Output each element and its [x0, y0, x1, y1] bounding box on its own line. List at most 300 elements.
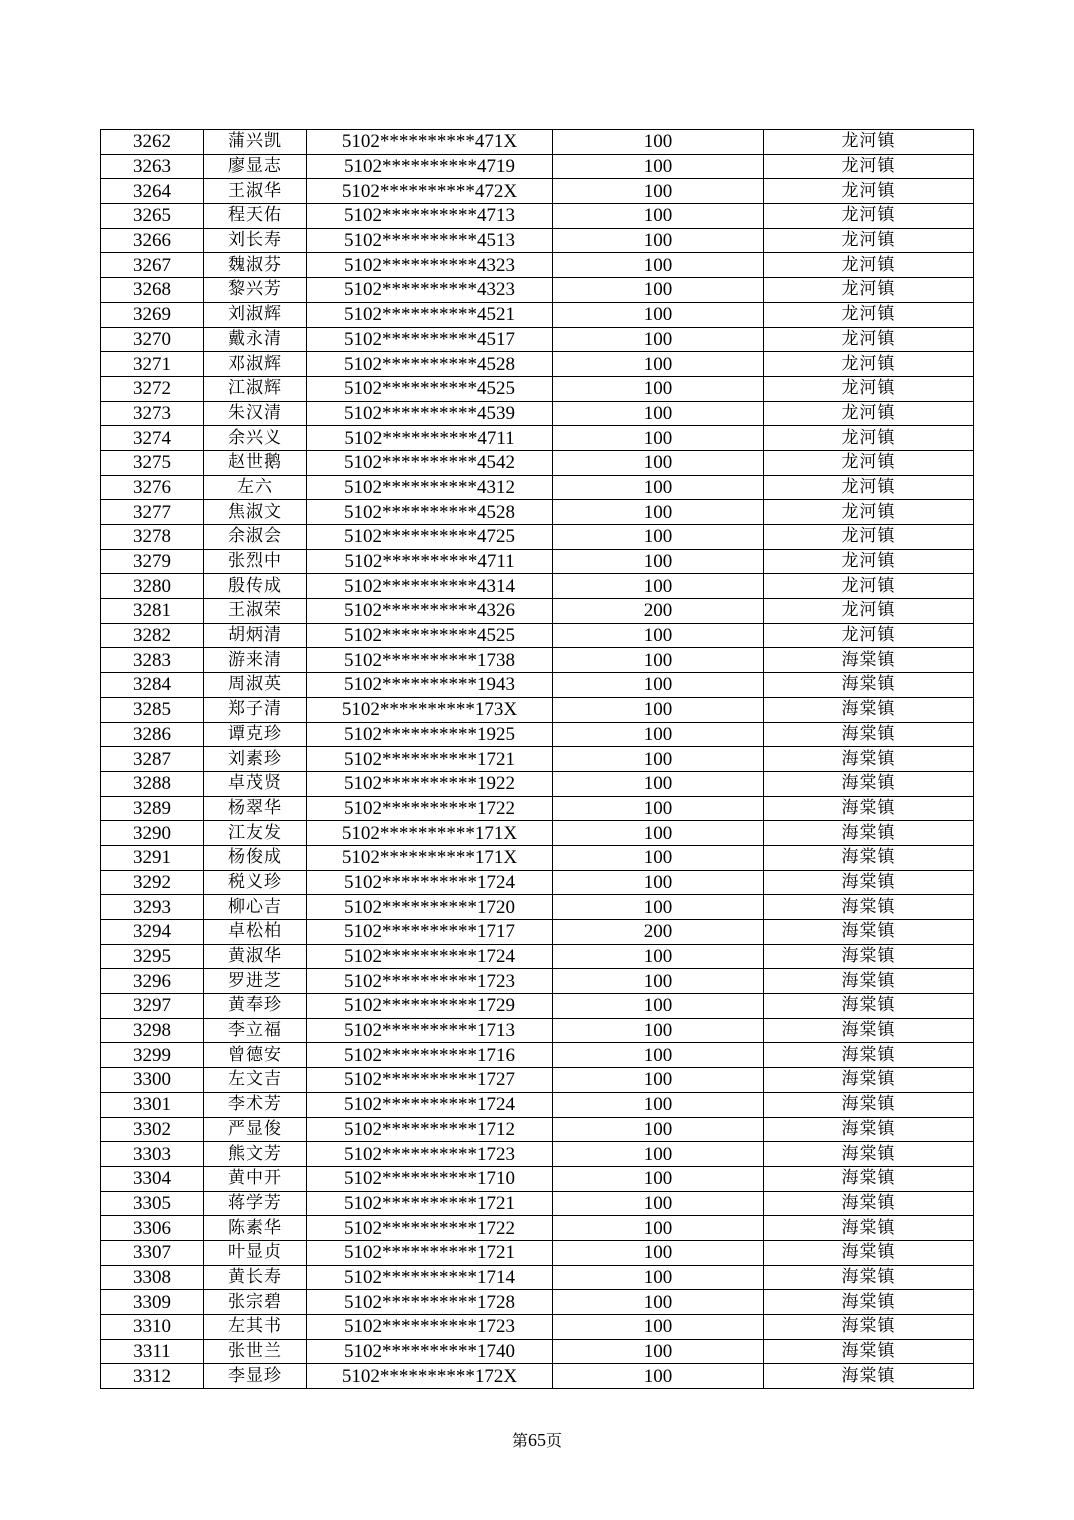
amount-cell: 100 — [553, 426, 764, 451]
town-cell: 龙河镇 — [764, 500, 974, 525]
id-number-cell: 5102**********1710 — [307, 1166, 553, 1191]
town-cell: 海棠镇 — [764, 944, 974, 969]
name-cell: 李立福 — [204, 1018, 307, 1043]
id-number-cell: 5102**********1723 — [307, 1315, 553, 1340]
town-cell: 龙河镇 — [764, 475, 974, 500]
amount-cell: 100 — [553, 1117, 764, 1142]
row-index-cell: 3292 — [101, 870, 204, 895]
amount-cell: 100 — [553, 1265, 764, 1290]
name-cell: 左文吉 — [204, 1068, 307, 1093]
town-cell: 海棠镇 — [764, 920, 974, 945]
amount-cell: 100 — [553, 1240, 764, 1265]
id-number-cell: 5102**********4513 — [307, 228, 553, 253]
id-number-cell: 5102**********1727 — [307, 1068, 553, 1093]
id-number-cell: 5102**********171X — [307, 845, 553, 870]
table-row — [101, 1364, 974, 1389]
row-index-cell: 3282 — [101, 623, 204, 648]
id-number-cell: 5102**********171X — [307, 821, 553, 846]
name-cell: 朱汉清 — [204, 401, 307, 426]
town-cell: 海棠镇 — [764, 870, 974, 895]
id-number-cell: 5102**********4528 — [307, 352, 553, 377]
row-index-cell: 3287 — [101, 747, 204, 772]
amount-cell: 100 — [553, 376, 764, 401]
amount-cell: 100 — [553, 1290, 764, 1315]
row-index-cell: 3300 — [101, 1068, 204, 1093]
table-row — [101, 870, 974, 895]
town-cell: 龙河镇 — [764, 574, 974, 599]
id-number-cell: 5102**********4326 — [307, 599, 553, 624]
row-index-cell: 3296 — [101, 969, 204, 994]
name-cell: 殷传成 — [204, 574, 307, 599]
table-row — [101, 228, 974, 253]
amount-cell: 100 — [553, 697, 764, 722]
town-cell: 龙河镇 — [764, 302, 974, 327]
id-number-cell: 5102**********4312 — [307, 475, 553, 500]
row-index-cell: 3305 — [101, 1191, 204, 1216]
row-index-cell: 3280 — [101, 574, 204, 599]
id-number-cell: 5102**********4521 — [307, 302, 553, 327]
amount-cell: 100 — [553, 500, 764, 525]
row-index-cell: 3297 — [101, 994, 204, 1019]
name-cell: 严显俊 — [204, 1117, 307, 1142]
amount-cell: 100 — [553, 623, 764, 648]
id-number-cell: 5102**********173X — [307, 697, 553, 722]
id-number-cell: 5102**********1721 — [307, 747, 553, 772]
name-cell: 卓松柏 — [204, 920, 307, 945]
name-cell: 刘淑辉 — [204, 302, 307, 327]
id-number-cell: 5102**********1724 — [307, 944, 553, 969]
page-footer — [0, 1428, 1074, 1451]
id-number-cell: 5102**********1922 — [307, 771, 553, 796]
name-cell: 程天佑 — [204, 204, 307, 229]
table-row — [101, 673, 974, 698]
name-cell: 卓茂贤 — [204, 771, 307, 796]
amount-cell: 100 — [553, 1068, 764, 1093]
row-index-cell: 3276 — [101, 475, 204, 500]
row-index-cell: 3267 — [101, 253, 204, 278]
town-cell: 龙河镇 — [764, 204, 974, 229]
recipient-table-body — [101, 130, 974, 1389]
id-number-cell: 5102**********1713 — [307, 1018, 553, 1043]
name-cell: 张宗碧 — [204, 1290, 307, 1315]
table-row — [101, 500, 974, 525]
table-row — [101, 327, 974, 352]
amount-cell: 100 — [553, 969, 764, 994]
amount-cell: 100 — [553, 994, 764, 1019]
table-row — [101, 697, 974, 722]
row-index-cell: 3266 — [101, 228, 204, 253]
town-cell: 龙河镇 — [764, 154, 974, 179]
amount-cell: 100 — [553, 549, 764, 574]
town-cell: 海棠镇 — [764, 845, 974, 870]
town-cell: 海棠镇 — [764, 1339, 974, 1364]
town-cell: 海棠镇 — [764, 1216, 974, 1241]
town-cell: 海棠镇 — [764, 1315, 974, 1340]
name-cell: 柳心吉 — [204, 895, 307, 920]
id-number-cell: 5102**********1738 — [307, 648, 553, 673]
amount-cell: 100 — [553, 1315, 764, 1340]
id-number-cell: 5102**********1722 — [307, 1216, 553, 1241]
name-cell: 陈素华 — [204, 1216, 307, 1241]
name-cell: 江淑辉 — [204, 376, 307, 401]
row-index-cell: 3288 — [101, 771, 204, 796]
table-row — [101, 278, 974, 303]
row-index-cell: 3269 — [101, 302, 204, 327]
town-cell: 海棠镇 — [764, 771, 974, 796]
table-row — [101, 821, 974, 846]
amount-cell: 100 — [553, 525, 764, 550]
name-cell: 曾德安 — [204, 1043, 307, 1068]
town-cell: 龙河镇 — [764, 253, 974, 278]
page-footer-suffix: 页 — [546, 1431, 563, 1450]
amount-cell: 100 — [553, 747, 764, 772]
name-cell: 熊文芳 — [204, 1142, 307, 1167]
town-cell: 海棠镇 — [764, 1364, 974, 1389]
table-row — [101, 1240, 974, 1265]
id-number-cell: 5102**********1721 — [307, 1191, 553, 1216]
table-row — [101, 302, 974, 327]
row-index-cell: 3278 — [101, 525, 204, 550]
town-cell: 海棠镇 — [764, 1117, 974, 1142]
name-cell: 罗进芝 — [204, 969, 307, 994]
name-cell: 江友发 — [204, 821, 307, 846]
row-index-cell: 3298 — [101, 1018, 204, 1043]
id-number-cell: 5102**********471X — [307, 130, 553, 155]
table-row — [101, 895, 974, 920]
row-index-cell: 3311 — [101, 1339, 204, 1364]
town-cell: 海棠镇 — [764, 1142, 974, 1167]
town-cell: 龙河镇 — [764, 426, 974, 451]
amount-cell: 100 — [553, 1191, 764, 1216]
row-index-cell: 3295 — [101, 944, 204, 969]
table-row — [101, 1043, 974, 1068]
amount-cell: 100 — [553, 1142, 764, 1167]
table-row — [101, 1142, 974, 1167]
name-cell: 黎兴芳 — [204, 278, 307, 303]
table-row — [101, 1117, 974, 1142]
row-index-cell: 3275 — [101, 450, 204, 475]
row-index-cell: 3274 — [101, 426, 204, 451]
table-row — [101, 796, 974, 821]
amount-cell: 100 — [553, 130, 764, 155]
amount-cell: 100 — [553, 1166, 764, 1191]
row-index-cell: 3312 — [101, 1364, 204, 1389]
amount-cell: 100 — [553, 895, 764, 920]
town-cell: 龙河镇 — [764, 130, 974, 155]
table-row — [101, 1018, 974, 1043]
row-index-cell: 3285 — [101, 697, 204, 722]
row-index-cell: 3291 — [101, 845, 204, 870]
amount-cell: 100 — [553, 796, 764, 821]
id-number-cell: 5102**********1721 — [307, 1240, 553, 1265]
amount-cell: 100 — [553, 1216, 764, 1241]
amount-cell: 100 — [553, 401, 764, 426]
amount-cell: 100 — [553, 845, 764, 870]
name-cell: 左其书 — [204, 1315, 307, 1340]
name-cell: 黄淑华 — [204, 944, 307, 969]
town-cell: 海棠镇 — [764, 673, 974, 698]
row-index-cell: 3268 — [101, 278, 204, 303]
id-number-cell: 5102**********4525 — [307, 623, 553, 648]
name-cell: 谭克珍 — [204, 722, 307, 747]
name-cell: 余淑会 — [204, 525, 307, 550]
town-cell: 龙河镇 — [764, 623, 974, 648]
town-cell: 龙河镇 — [764, 549, 974, 574]
name-cell: 王淑华 — [204, 179, 307, 204]
town-cell: 龙河镇 — [764, 278, 974, 303]
id-number-cell: 5102**********4711 — [307, 549, 553, 574]
row-index-cell: 3263 — [101, 154, 204, 179]
row-index-cell: 3265 — [101, 204, 204, 229]
name-cell: 周淑英 — [204, 673, 307, 698]
table-row — [101, 401, 974, 426]
town-cell: 龙河镇 — [764, 376, 974, 401]
id-number-cell: 5102**********4323 — [307, 278, 553, 303]
row-index-cell: 3279 — [101, 549, 204, 574]
name-cell: 胡炳清 — [204, 623, 307, 648]
name-cell: 黄中开 — [204, 1166, 307, 1191]
amount-cell: 100 — [553, 821, 764, 846]
table-row — [101, 920, 974, 945]
id-number-cell: 5102**********4719 — [307, 154, 553, 179]
id-number-cell: 5102**********1728 — [307, 1290, 553, 1315]
name-cell: 王淑荣 — [204, 599, 307, 624]
name-cell: 杨俊成 — [204, 845, 307, 870]
amount-cell: 200 — [553, 599, 764, 624]
name-cell: 杨翠华 — [204, 796, 307, 821]
town-cell: 海棠镇 — [764, 994, 974, 1019]
table-row — [101, 969, 974, 994]
amount-cell: 100 — [553, 204, 764, 229]
amount-cell: 100 — [553, 352, 764, 377]
table-row — [101, 944, 974, 969]
name-cell: 张烈中 — [204, 549, 307, 574]
name-cell: 焦淑文 — [204, 500, 307, 525]
table-row — [101, 154, 974, 179]
table-row — [101, 1290, 974, 1315]
row-index-cell: 3303 — [101, 1142, 204, 1167]
id-number-cell: 5102**********4528 — [307, 500, 553, 525]
table-row — [101, 1339, 974, 1364]
amount-cell: 100 — [553, 771, 764, 796]
table-row — [101, 574, 974, 599]
table-row — [101, 1216, 974, 1241]
row-index-cell: 3286 — [101, 722, 204, 747]
page-number: 65 — [528, 1430, 546, 1450]
amount-cell: 100 — [553, 944, 764, 969]
row-index-cell: 3277 — [101, 500, 204, 525]
id-number-cell: 5102**********472X — [307, 179, 553, 204]
table-row — [101, 623, 974, 648]
id-number-cell: 5102**********4725 — [307, 525, 553, 550]
row-index-cell: 3307 — [101, 1240, 204, 1265]
amount-cell: 200 — [553, 920, 764, 945]
row-index-cell: 3284 — [101, 673, 204, 698]
id-number-cell: 5102**********172X — [307, 1364, 553, 1389]
id-number-cell: 5102**********1722 — [307, 796, 553, 821]
table-row — [101, 352, 974, 377]
table-row — [101, 599, 974, 624]
town-cell: 海棠镇 — [764, 1290, 974, 1315]
table-row — [101, 376, 974, 401]
table-row — [101, 450, 974, 475]
town-cell: 龙河镇 — [764, 352, 974, 377]
id-number-cell: 5102**********4517 — [307, 327, 553, 352]
amount-cell: 100 — [553, 253, 764, 278]
amount-cell: 100 — [553, 1043, 764, 1068]
table-row — [101, 1191, 974, 1216]
row-index-cell: 3290 — [101, 821, 204, 846]
table-row — [101, 648, 974, 673]
name-cell: 赵世鹅 — [204, 450, 307, 475]
town-cell: 龙河镇 — [764, 599, 974, 624]
table-row — [101, 1092, 974, 1117]
row-index-cell: 3299 — [101, 1043, 204, 1068]
id-number-cell: 5102**********4323 — [307, 253, 553, 278]
town-cell: 龙河镇 — [764, 401, 974, 426]
town-cell: 海棠镇 — [764, 1166, 974, 1191]
row-index-cell: 3271 — [101, 352, 204, 377]
name-cell: 郑子清 — [204, 697, 307, 722]
town-cell: 海棠镇 — [764, 747, 974, 772]
row-index-cell: 3293 — [101, 895, 204, 920]
row-index-cell: 3283 — [101, 648, 204, 673]
table-row — [101, 845, 974, 870]
id-number-cell: 5102**********4525 — [307, 376, 553, 401]
id-number-cell: 5102**********1925 — [307, 722, 553, 747]
table-row — [101, 204, 974, 229]
name-cell: 余兴义 — [204, 426, 307, 451]
name-cell: 张世兰 — [204, 1339, 307, 1364]
town-cell: 龙河镇 — [764, 327, 974, 352]
amount-cell: 100 — [553, 228, 764, 253]
name-cell: 黄长寿 — [204, 1265, 307, 1290]
table-row — [101, 722, 974, 747]
table-row — [101, 747, 974, 772]
amount-cell: 100 — [553, 278, 764, 303]
amount-cell: 100 — [553, 1339, 764, 1364]
town-cell: 龙河镇 — [764, 228, 974, 253]
table-row — [101, 475, 974, 500]
amount-cell: 100 — [553, 673, 764, 698]
town-cell: 海棠镇 — [764, 697, 974, 722]
table-row — [101, 426, 974, 451]
id-number-cell: 5102**********1723 — [307, 969, 553, 994]
table-row — [101, 1265, 974, 1290]
town-cell: 海棠镇 — [764, 1043, 974, 1068]
table-row — [101, 1068, 974, 1093]
name-cell: 廖显志 — [204, 154, 307, 179]
id-number-cell: 5102**********1712 — [307, 1117, 553, 1142]
amount-cell: 100 — [553, 574, 764, 599]
id-number-cell: 5102**********1724 — [307, 1092, 553, 1117]
amount-cell: 100 — [553, 302, 764, 327]
row-index-cell: 3309 — [101, 1290, 204, 1315]
table-row — [101, 179, 974, 204]
town-cell: 海棠镇 — [764, 895, 974, 920]
id-number-cell: 5102**********4542 — [307, 450, 553, 475]
town-cell: 海棠镇 — [764, 796, 974, 821]
id-number-cell: 5102**********1729 — [307, 994, 553, 1019]
name-cell: 戴永清 — [204, 327, 307, 352]
amount-cell: 100 — [553, 450, 764, 475]
amount-cell: 100 — [553, 327, 764, 352]
id-number-cell: 5102**********4713 — [307, 204, 553, 229]
name-cell: 刘素珍 — [204, 747, 307, 772]
recipient-table — [100, 129, 974, 1389]
amount-cell: 100 — [553, 154, 764, 179]
id-number-cell: 5102**********1723 — [307, 1142, 553, 1167]
name-cell: 邓淑辉 — [204, 352, 307, 377]
page-footer-prefix: 第 — [511, 1431, 528, 1450]
town-cell: 龙河镇 — [764, 179, 974, 204]
town-cell: 海棠镇 — [764, 1240, 974, 1265]
row-index-cell: 3306 — [101, 1216, 204, 1241]
table-row — [101, 130, 974, 155]
amount-cell: 100 — [553, 475, 764, 500]
town-cell: 海棠镇 — [764, 648, 974, 673]
amount-cell: 100 — [553, 179, 764, 204]
id-number-cell: 5102**********1717 — [307, 920, 553, 945]
row-index-cell: 3308 — [101, 1265, 204, 1290]
table-row — [101, 771, 974, 796]
id-number-cell: 5102**********1716 — [307, 1043, 553, 1068]
amount-cell: 100 — [553, 870, 764, 895]
name-cell: 刘长寿 — [204, 228, 307, 253]
table-row — [101, 525, 974, 550]
amount-cell: 100 — [553, 1092, 764, 1117]
row-index-cell: 3294 — [101, 920, 204, 945]
id-number-cell: 5102**********4539 — [307, 401, 553, 426]
table-row — [101, 1315, 974, 1340]
row-index-cell: 3272 — [101, 376, 204, 401]
town-cell: 海棠镇 — [764, 1018, 974, 1043]
id-number-cell: 5102**********4711 — [307, 426, 553, 451]
id-number-cell: 5102**********1740 — [307, 1339, 553, 1364]
row-index-cell: 3262 — [101, 130, 204, 155]
table-row — [101, 994, 974, 1019]
id-number-cell: 5102**********1714 — [307, 1265, 553, 1290]
town-cell: 海棠镇 — [764, 1265, 974, 1290]
row-index-cell: 3301 — [101, 1092, 204, 1117]
row-index-cell: 3302 — [101, 1117, 204, 1142]
row-index-cell: 3264 — [101, 179, 204, 204]
amount-cell: 100 — [553, 1364, 764, 1389]
name-cell: 游来清 — [204, 648, 307, 673]
row-index-cell: 3310 — [101, 1315, 204, 1340]
amount-cell: 100 — [553, 1018, 764, 1043]
name-cell: 魏淑芬 — [204, 253, 307, 278]
row-index-cell: 3289 — [101, 796, 204, 821]
id-number-cell: 5102**********1943 — [307, 673, 553, 698]
town-cell: 海棠镇 — [764, 969, 974, 994]
table-row — [101, 253, 974, 278]
row-index-cell: 3281 — [101, 599, 204, 624]
amount-cell: 100 — [553, 722, 764, 747]
name-cell: 税义珍 — [204, 870, 307, 895]
town-cell: 海棠镇 — [764, 1191, 974, 1216]
name-cell: 左六 — [204, 475, 307, 500]
name-cell: 叶显贞 — [204, 1240, 307, 1265]
name-cell: 蒋学芳 — [204, 1191, 307, 1216]
id-number-cell: 5102**********4314 — [307, 574, 553, 599]
name-cell: 李术芳 — [204, 1092, 307, 1117]
town-cell: 海棠镇 — [764, 821, 974, 846]
row-index-cell: 3304 — [101, 1166, 204, 1191]
name-cell: 黄奉珍 — [204, 994, 307, 1019]
row-index-cell: 3273 — [101, 401, 204, 426]
table-row — [101, 1166, 974, 1191]
